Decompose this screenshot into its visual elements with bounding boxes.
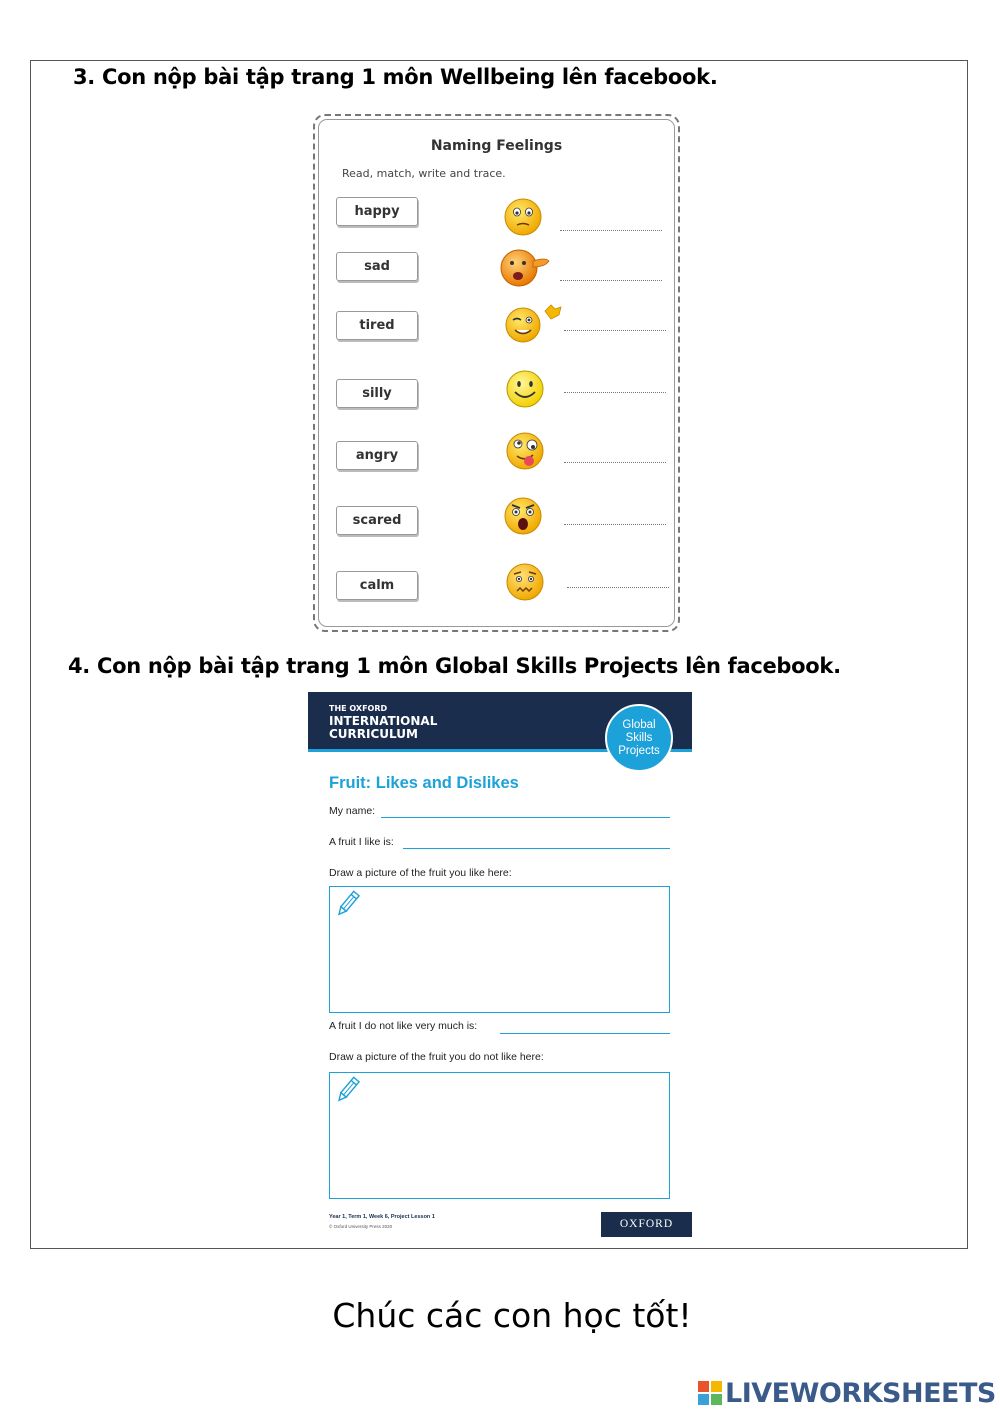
- worksheet-title: Naming Feelings: [430, 138, 563, 154]
- lesson-reference: Year 1, Term 1, Week 6, Project Lesson 1: [329, 1214, 435, 1220]
- answer-line-7[interactable]: [567, 587, 669, 588]
- word-card-silly[interactable]: silly: [336, 379, 418, 408]
- draw-dislike-box[interactable]: [329, 1072, 670, 1199]
- scared-face-icon: [503, 496, 543, 536]
- global-skills-badge: Global Skills Projects: [605, 704, 673, 772]
- liveworksheets-grid-icon: [698, 1381, 722, 1405]
- word-card-angry[interactable]: angry: [336, 441, 418, 470]
- fruit-like-line[interactable]: [403, 848, 670, 849]
- task-4-heading: 4. Con nộp bài tập trang 1 môn Global Skills Projects lên facebook.: [68, 654, 841, 678]
- word-card-scared[interactable]: scared: [336, 506, 418, 535]
- pencil-icon: [332, 1075, 362, 1105]
- pencil-icon: [332, 889, 362, 919]
- draw-like-box[interactable]: [329, 886, 670, 1013]
- answer-line-1[interactable]: [560, 230, 662, 231]
- liveworksheets-wordmark: LIVEWORKSHEETS: [725, 1377, 996, 1409]
- oxford-publisher-logo: OXFORD: [601, 1212, 692, 1237]
- silly-tongue-face-icon: [505, 431, 545, 471]
- liveworksheets-logo[interactable]: [698, 1377, 996, 1409]
- fruit-likes-worksheet: [308, 692, 692, 1240]
- fruit-dislike-label: A fruit I do not like very much is:: [329, 1020, 478, 1032]
- word-card-happy[interactable]: happy: [336, 197, 418, 226]
- answer-line-3[interactable]: [564, 330, 666, 331]
- draw-dislike-label: Draw a picture of the fruit you do not like here:: [329, 1051, 544, 1063]
- fruit-like-label: A fruit I like is:: [329, 836, 394, 848]
- silly-wink-face-icon: [503, 303, 565, 343]
- word-card-calm[interactable]: calm: [336, 571, 418, 600]
- copyright-note: © Oxford University Press 2020: [329, 1224, 393, 1229]
- worried-face-icon: [505, 562, 545, 602]
- answer-line-4[interactable]: [564, 392, 666, 393]
- answer-line-5[interactable]: [564, 462, 666, 463]
- answer-line-2[interactable]: [560, 280, 662, 281]
- draw-like-label: Draw a picture of the fruit you like here:: [329, 867, 512, 879]
- word-card-tired[interactable]: tired: [336, 311, 418, 340]
- task-3-heading: 3. Con nộp bài tập trang 1 môn Wellbeing lên facebook.: [73, 65, 718, 89]
- sad-face-icon: [499, 247, 551, 287]
- closing-message: Chúc các con học tốt!: [332, 1296, 692, 1335]
- my-name-line[interactable]: [381, 817, 670, 818]
- happy-smile-face-icon: [505, 369, 545, 409]
- tired-face-icon: [503, 197, 543, 237]
- naming-feelings-worksheet: [313, 114, 680, 632]
- worksheet-instruction: Read, match, write and trace.: [342, 167, 506, 180]
- my-name-label: My name:: [329, 805, 376, 817]
- fruit-dislike-line[interactable]: [500, 1033, 670, 1034]
- oxford-curriculum-logo: THE OXFORD INTERNATIONAL CURRICULUM: [329, 704, 438, 741]
- word-card-sad[interactable]: sad: [336, 252, 418, 281]
- answer-line-6[interactable]: [564, 524, 666, 525]
- worksheet-title: Fruit: Likes and Dislikes: [329, 774, 519, 792]
- worksheet-inner-border: [318, 119, 675, 627]
